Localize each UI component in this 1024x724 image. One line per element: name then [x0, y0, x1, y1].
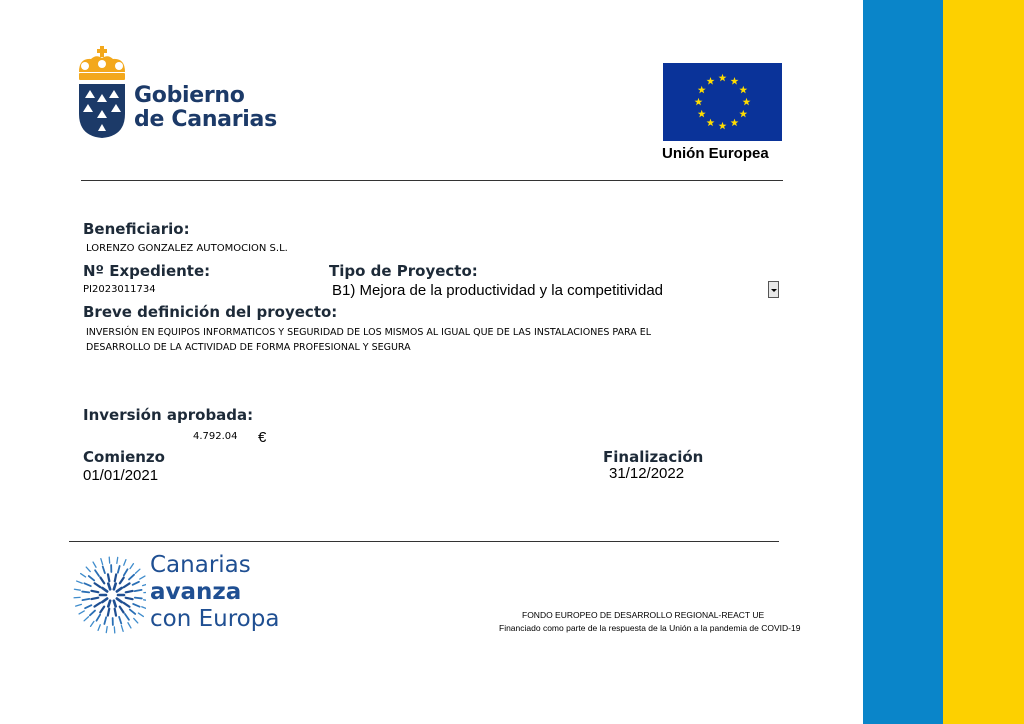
canarias-avanza-burst-icon: [68, 553, 146, 635]
inversion-value: 4.792.04: [193, 431, 238, 442]
burst-ray: [90, 611, 95, 616]
eu-label: Unión Europea: [662, 145, 769, 162]
eu-flag-icon: [663, 63, 782, 141]
burst-ray: [108, 584, 110, 590]
canarias-avanza-wordmark: [150, 552, 279, 633]
burst-ray: [130, 564, 133, 569]
burst-ray: [89, 576, 94, 580]
burst-ray: [138, 613, 143, 616]
burst-ray: [121, 626, 123, 632]
burst-ray: [104, 617, 106, 624]
burst-ray: [97, 615, 101, 621]
burst-ray: [95, 570, 99, 576]
definicion-value: [86, 325, 776, 355]
definicion-line2: DESARROLLO DE LA ACTIVIDAD DE FORMA PROFESIONAL Y SEGURA: [86, 342, 411, 353]
burst-ray: [101, 559, 103, 565]
burst-ray: [98, 625, 100, 631]
burst-ray: [95, 583, 101, 587]
burst-ray: [144, 600, 146, 601]
ca-line2: avanza: [150, 579, 242, 605]
burst-ray: [120, 578, 124, 584]
burst-ray: [84, 617, 88, 621]
burst-ray: [142, 607, 146, 609]
gobierno-canarias-crest-icon: [76, 46, 128, 140]
bottom-divider: [69, 541, 779, 542]
burst-ray: [117, 557, 118, 563]
currency-symbol: €: [258, 429, 267, 446]
burst-ray: [84, 583, 90, 586]
burst-ray: [91, 591, 98, 592]
burst-ray: [120, 607, 124, 613]
burst-ray: [143, 584, 146, 586]
burst-ray: [124, 603, 130, 607]
burst-ray: [95, 603, 101, 607]
burst-ray: [74, 589, 80, 590]
burst-ray: [91, 621, 94, 626]
footer-fund-text: FONDO EUROPEO DE DESARROLLO REGIONAL-REACT UE: [522, 610, 765, 620]
dropdown-arrow-icon[interactable]: [768, 281, 779, 298]
burst-ray: [102, 599, 107, 603]
burst-ray: [91, 598, 98, 599]
burst-ray: [128, 623, 131, 628]
burst-ray: [117, 588, 122, 592]
burst-ray: [134, 618, 138, 622]
tipo-proyecto-select[interactable]: B1) Mejora de la productividad y la competitividad: [332, 282, 664, 299]
comienzo-label: Comienzo: [83, 448, 165, 466]
burst-ray: [115, 574, 116, 581]
burst-ray: [140, 576, 145, 579]
beneficiario-value: LORENZO GONZALEZ AUTOMOCION S.L.: [86, 243, 288, 254]
burst-ray: [124, 569, 128, 575]
burst-ray: [93, 562, 96, 567]
burst-ray: [81, 574, 86, 577]
ca-line3: con Europa: [150, 606, 280, 632]
burst-ray: [77, 581, 83, 583]
gobierno-canarias-wordmark: [134, 84, 277, 132]
burst-ray: [133, 582, 139, 585]
burst-ray: [108, 574, 109, 581]
burst-ray: [103, 566, 105, 573]
burst-ray: [115, 609, 116, 616]
burst-ray: [114, 584, 116, 590]
burst-ray: [102, 588, 107, 592]
blue-stripe: [863, 0, 943, 724]
top-divider: [81, 180, 783, 181]
finalizacion-value: 31/12/2022: [609, 465, 685, 482]
burst-ray: [133, 604, 139, 607]
burst-ray: [100, 578, 104, 584]
burst-ray: [117, 599, 122, 603]
definicion-label: Breve definición del proyecto:: [83, 303, 338, 321]
burst-ray: [86, 567, 90, 571]
burst-ray: [114, 601, 116, 607]
burst-ray: [135, 569, 139, 573]
burst-ray: [124, 583, 130, 587]
inversion-label: Inversión aprobada:: [83, 406, 254, 424]
burst-ray: [82, 592, 89, 593]
burst-ray: [76, 604, 82, 606]
burst-ray: [82, 599, 89, 600]
gobierno-line1: Gobierno: [134, 83, 245, 108]
beneficiario-label: Beneficiario:: [83, 220, 190, 238]
burst-ray: [85, 605, 91, 608]
expediente-label: Nº Expediente:: [83, 262, 211, 280]
burst-ray: [135, 598, 142, 599]
burst-ray: [100, 607, 104, 613]
definicion-line1: INVERSIÓN EN EQUIPOS INFORMATICOS Y SEGURIDAD DE LOS MISMOS AL IGUAL QUE DE LAS INSTALACIONES PARA EL: [86, 327, 652, 338]
footer-covid-text: Financiado como parte de la respuesta de la Unión a la pandemia de COVID-19: [499, 623, 801, 633]
gobierno-line2: de Canarias: [134, 107, 277, 132]
comienzo-value: 01/01/2021: [83, 467, 159, 484]
burst-ray: [129, 575, 134, 580]
yellow-stripe: [943, 0, 1024, 724]
finalizacion-label: Finalización: [603, 448, 704, 466]
tipo-proyecto-label: Tipo de Proyecto:: [329, 262, 478, 280]
ca-line1: Canarias: [150, 552, 251, 578]
burst-ray: [126, 591, 133, 592]
burst-ray: [106, 627, 107, 633]
burst-ray: [135, 590, 142, 591]
burst-ray: [108, 609, 109, 616]
burst-ray: [79, 611, 84, 614]
burst-ray: [118, 566, 120, 573]
burst-ray: [125, 614, 129, 620]
burst-ray: [119, 617, 121, 624]
burst-ray: [130, 610, 135, 614]
burst-ray: [108, 601, 110, 607]
burst-ray: [124, 560, 126, 566]
burst-ray: [126, 598, 133, 599]
expediente-value: PI2023011734: [83, 284, 156, 295]
